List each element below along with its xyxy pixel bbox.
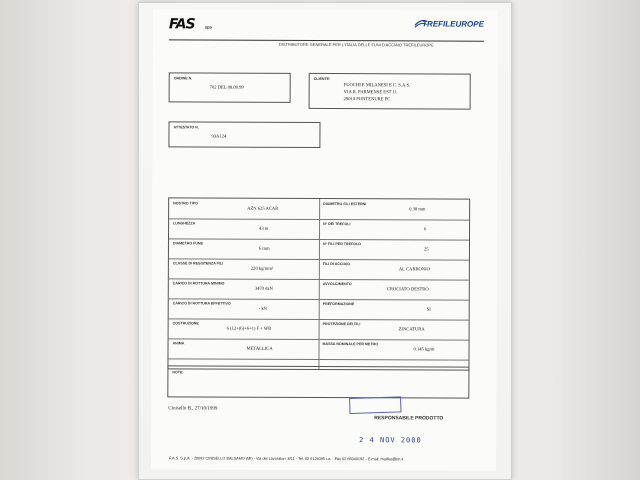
row-right-label: PROTEZIONE DEI FILI: [322, 321, 361, 327]
row-left-label: COSTRUZIONE: [172, 321, 199, 326]
order-box: [169, 72, 291, 103]
row-right-value: SI: [426, 306, 431, 312]
row-right-label: PREFORMAZIONE: [322, 301, 355, 307]
product-responsible-label: RESPONSABILE PRODOTTO: [374, 415, 444, 422]
row-left-label: ANIMA: [172, 341, 185, 346]
row-left-value: 3470 daN: [254, 285, 273, 291]
row-right-label: AVVOLGIMENTO: [322, 281, 352, 287]
client-line-3: 29010 PONTENURE PC: [343, 96, 391, 102]
row-left-label: DIAMETRO FUNE: [172, 241, 203, 246]
footer-address: F.A.S. S.p.A. - 20092 CINISELLO BALSAMO (MI) - Via del Lavoratori, 8/11 - Tel. 02 6124095 r.a. - Fax 02 66040192 - E-mail: mailfas@tin.it: [169, 456, 404, 462]
table-row: [168, 338, 468, 360]
note-label: NOTE:: [172, 370, 184, 375]
table-row: [169, 218, 469, 240]
row-left-value: 6 mm: [258, 245, 270, 251]
client-line-2: VIA R. PARMENSE EST 11: [343, 89, 397, 95]
row-left-value: 43 m: [259, 225, 269, 231]
row-right-value: 25: [423, 246, 429, 252]
certificate-value: 93A124: [211, 133, 227, 139]
row-right-value: CROCIATO DESTRO: [386, 286, 429, 292]
place-date: Cinisello B., 27/10/1999: [168, 406, 218, 412]
table-row: [169, 198, 469, 220]
row-right-label: N° FILI PER TREFOLO: [322, 241, 361, 247]
order-value: 702 DEL 08.09.99: [209, 84, 244, 90]
order-label: ORDINE N.: [173, 76, 193, 81]
date-stamp: 2 4 NOV 2000: [359, 436, 422, 445]
fas-logo-suffix: spa: [204, 24, 212, 30]
table-row: [169, 258, 469, 280]
subheader: DISTRIBUTORE GENERALE PER L'ITALIA DELLE FUNI D'ACCIAIO TREFILEUROPE: [278, 41, 434, 48]
table-row: [169, 318, 469, 340]
row-left-label: CARICO DI ROTTURA EFFETTIVO: [172, 301, 231, 306]
client-box: [309, 73, 471, 110]
row-right-value: 6: [424, 226, 427, 232]
row-right-value: ZINCATURA: [398, 326, 425, 332]
row-right-label: DIAMETRO FILI ESTERNI: [323, 201, 367, 207]
row-right-value: 0.38 mm: [409, 206, 426, 212]
row-left-value: METALLICA: [246, 345, 273, 351]
certificate-label: ATTESTATO N.: [173, 125, 199, 130]
row-right-value: 0.145 kg/m: [413, 346, 435, 352]
row-left-value: 6 (12+(6)+6+1) F + WR: [226, 325, 272, 331]
row-right-label: MASSA NOMINALE PER METRO: [322, 341, 378, 347]
table-row: [169, 278, 469, 300]
specification-table: [167, 197, 470, 370]
trefileurope-logo: TREFILEUROPE: [422, 19, 484, 29]
row-left-label: NOSTRO TIPO: [173, 201, 198, 206]
row-left-label: LUNGHEZZA: [173, 221, 196, 226]
row-right-label: N° DEI TREFOLI: [323, 221, 351, 227]
certificate-document: [151, 9, 498, 471]
row-right-value: AL CARBONIO: [398, 266, 430, 272]
certificate-box: [168, 121, 320, 148]
row-left-label: CARICO DI ROTTURA MINIMO: [172, 281, 225, 286]
client-line-1: FUOCHI E MILANESI E C. S.A.S.: [343, 82, 411, 88]
table-row: [169, 298, 469, 320]
row-right-label: FILI DI ACCIAIO: [322, 261, 350, 267]
notes-box: [167, 365, 469, 398]
company-stamp: [349, 396, 401, 414]
table-row: [169, 238, 469, 260]
row-left-value: 220 kg/mm²: [250, 265, 274, 271]
fas-logo: FAS: [168, 16, 195, 33]
row-left-label: CLASSE DI RESISTENZA FILI: [172, 261, 224, 266]
row-left-value: AZN 625 ACAR: [247, 205, 279, 211]
row-left-value: - kN: [258, 305, 268, 311]
client-label: CLIENTE:: [313, 76, 331, 82]
